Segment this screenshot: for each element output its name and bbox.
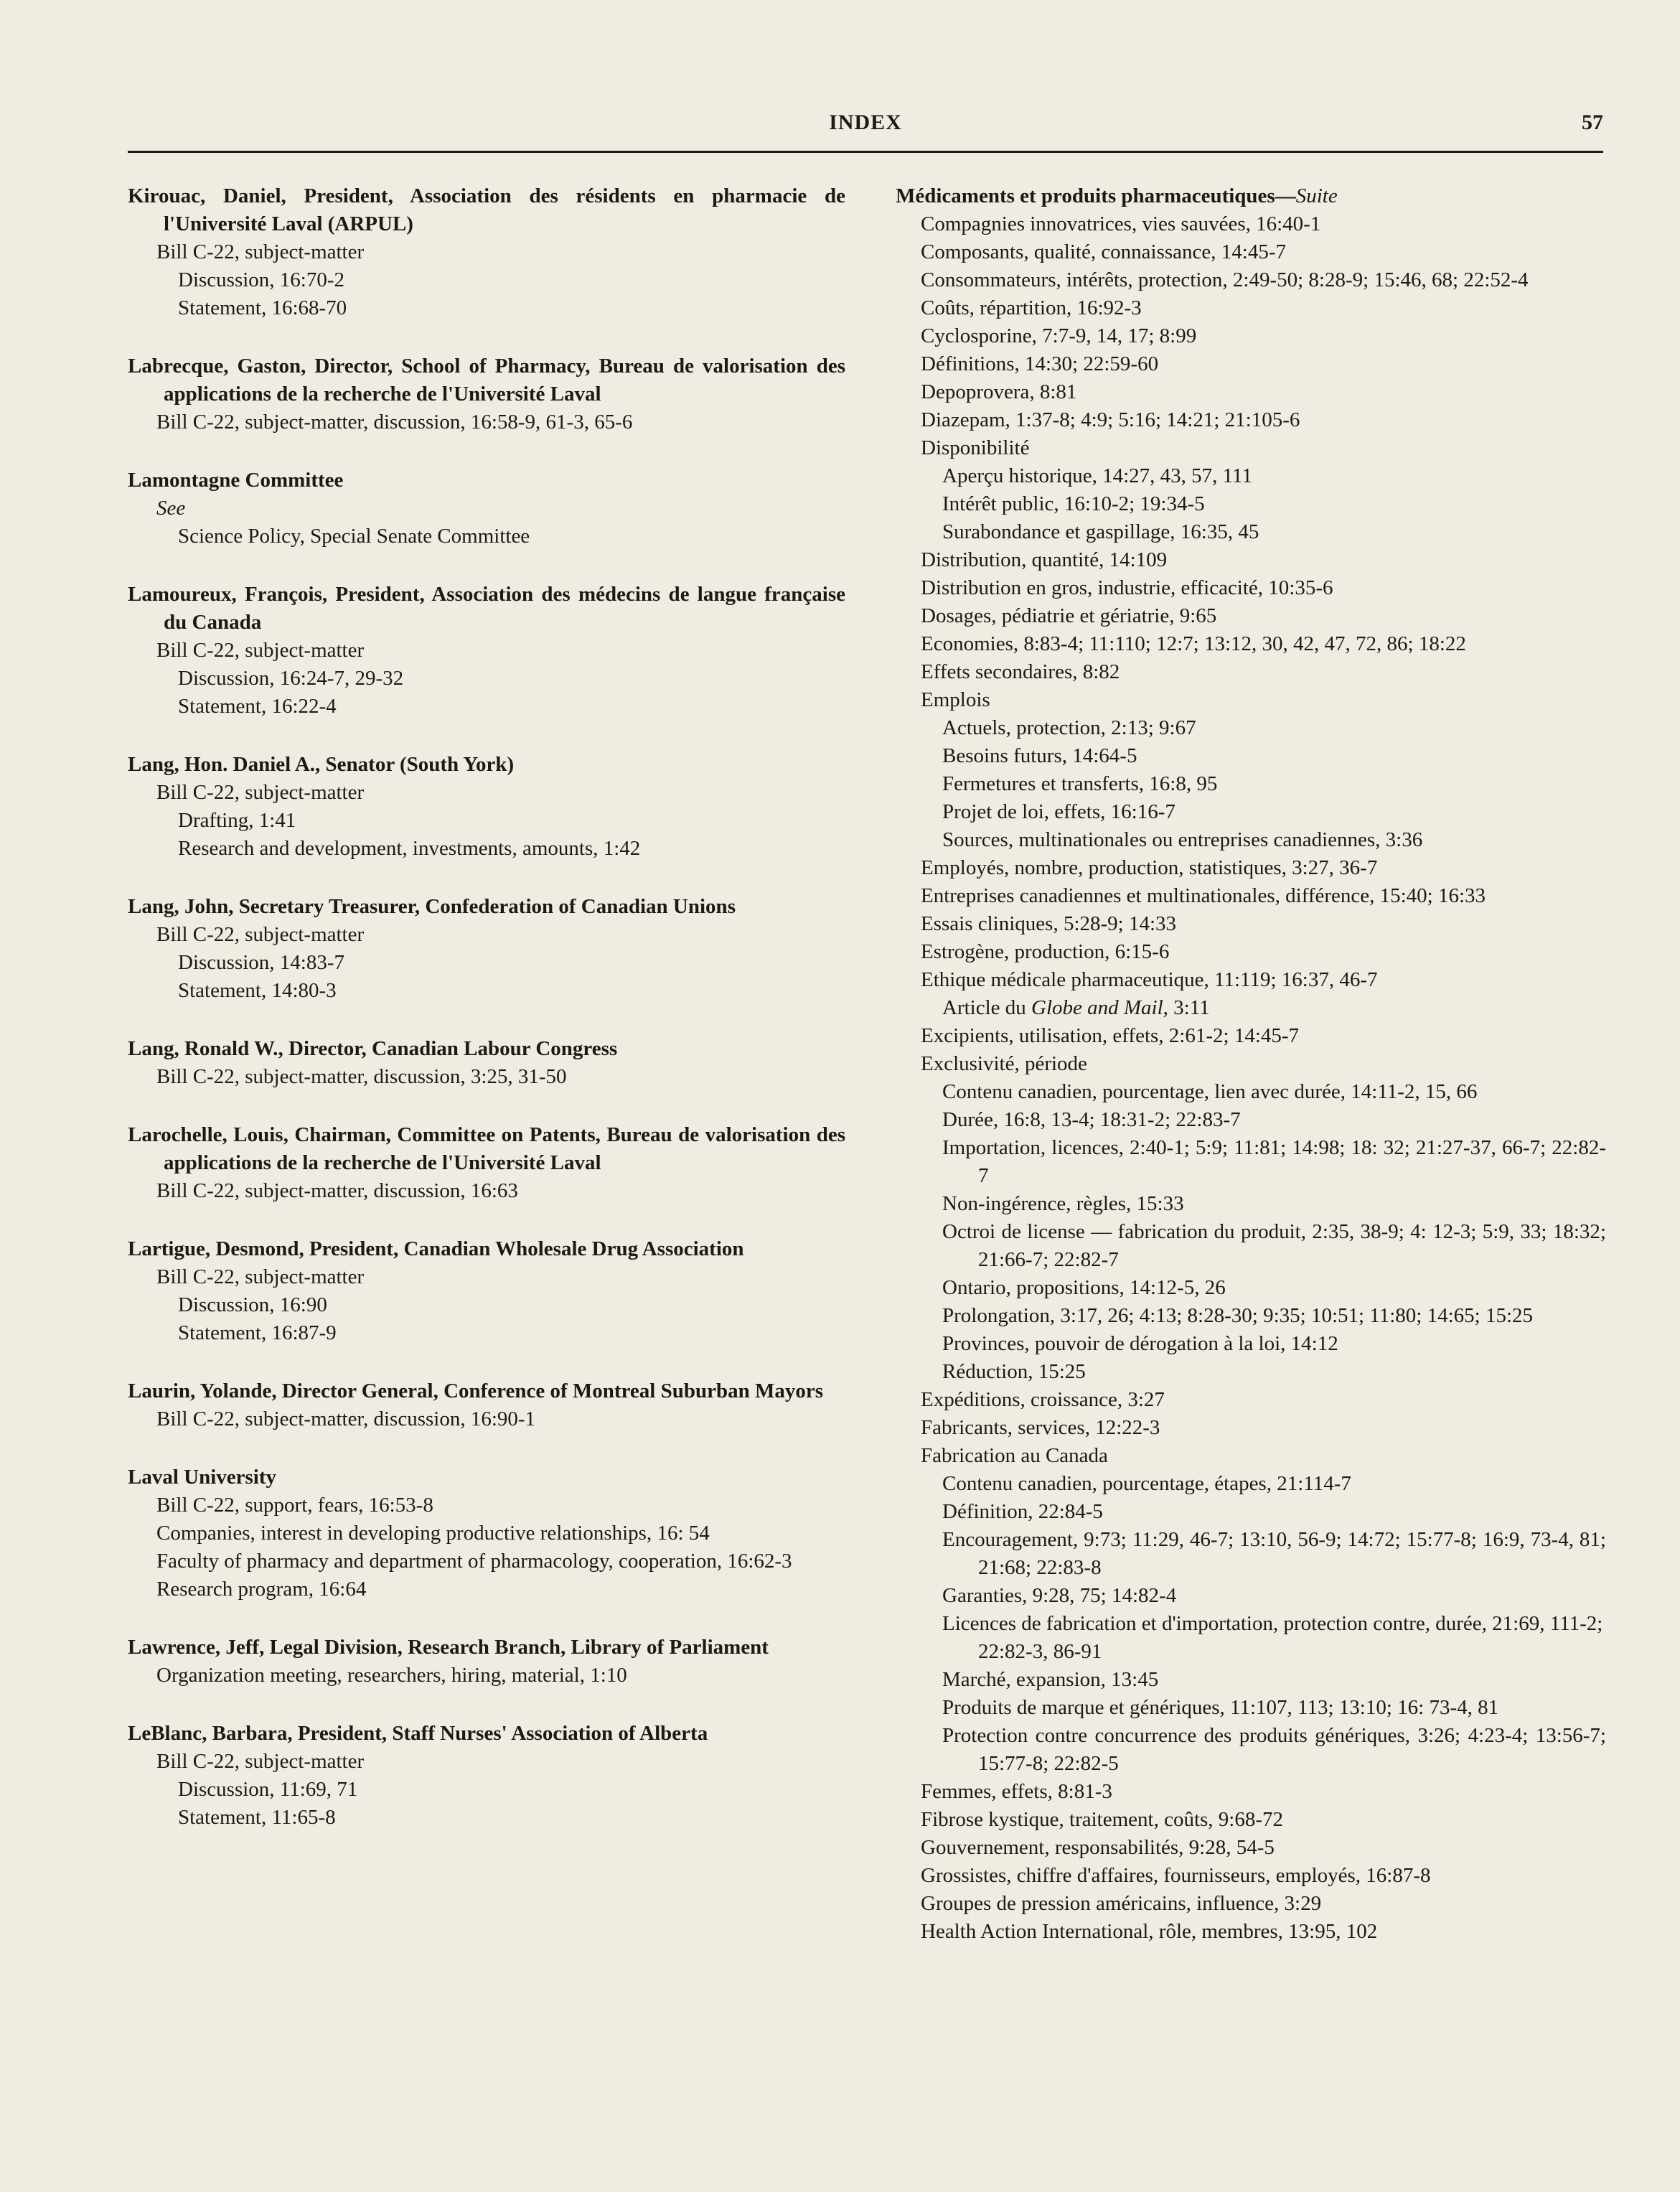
index-entry (896, 182, 1606, 1946)
index-entry (128, 1035, 845, 1091)
index-subentry: Non-ingérence, règles, 15:33 (942, 1192, 1184, 1215)
index-subentry: Essais cliniques, 5:28-9; 14:33 (921, 912, 1177, 935)
index-subentry: Provinces, pouvoir de dérogation à la loi, 14:12 (942, 1332, 1338, 1355)
index-subentry: Estrogène, production, 6:15-6 (921, 940, 1170, 963)
index-subentry: Research and development, investments, amounts, 1:42 (178, 837, 641, 860)
index-subentry: Coûts, répartition, 16:92-3 (921, 296, 1142, 319)
index-subentry: Marché, expansion, 13:45 (942, 1668, 1159, 1691)
index-subentry: Organization meeting, researchers, hiring, material, 1:10 (156, 1664, 627, 1687)
index-subentry: Disponibilité (921, 436, 1030, 459)
index-subentry: Excipients, utilisation, effets, 2:61-2; 14:45-7 (921, 1024, 1300, 1047)
index-subentry: Aperçu historique, 14:27, 43, 57, 111 (942, 464, 1252, 487)
index-subentry: Bill C-22, subject-matter, discussion, 16:63 (156, 1179, 518, 1202)
index-subentry: Bill C-22, subject-matter, discussion, 16:90-1 (156, 1408, 536, 1430)
index-entry-heading: Kirouac, Daniel, President, Association des résidents en pharmacie de l'Université Laval (ARPUL) (128, 184, 845, 235)
index-column-left (128, 182, 845, 1862)
index-subentry: Dosages, pédiatrie et gériatrie, 9:65 (921, 604, 1217, 627)
index-entry (128, 893, 845, 1005)
index-entry-heading: Lawrence, Jeff, Legal Division, Research Branch, Library of Parliament (128, 1636, 769, 1659)
index-subentry: Bill C-22, subject-matter (156, 923, 365, 946)
index-subentry: Research program, 16:64 (156, 1578, 367, 1601)
index-subentry: Bill C-22, subject-matter, discussion, 3:25, 31-50 (156, 1065, 567, 1088)
index-subentry: Surabondance et gaspillage, 16:35, 45 (942, 520, 1259, 543)
index-subentry: Définition, 22:84-5 (942, 1500, 1103, 1523)
index-subentry: Statement, 11:65-8 (178, 1806, 336, 1829)
index-subentry: Gouvernement, responsabilités, 9:28, 54-5 (921, 1836, 1275, 1859)
index-subentry: Science Policy, Special Senate Committee (178, 525, 530, 548)
index-subentry: Bill C-22, subject-matter (156, 781, 365, 804)
index-subentry: Faculty of pharmacy and department of pharmacology, cooperation, 16:62-3 (156, 1550, 792, 1573)
header-title: INDEX (829, 111, 902, 134)
page-header (128, 108, 1603, 153)
index-entry-heading: Larochelle, Louis, Chairman, Committee on Patents, Bureau de valorisation des applications de la recherche de l'Université Laval (128, 1123, 845, 1174)
index-subentry: Exclusivité, période (921, 1052, 1087, 1075)
index-subentry: See (156, 497, 186, 520)
index-subentry: Statement, 16:68-70 (178, 296, 347, 319)
index-subentry: Octroi de license — fabrication du produit, 2:35, 38-9; 4: 12-3; 5:9, 33; 18:32; 21:66-7; 22:82-7 (942, 1220, 1606, 1271)
index-subentry: Consommateurs, intérêts, protection, 2:49-50; 8:28-9; 15:46, 68; 22:52-4 (921, 268, 1529, 291)
index-subentry: Discussion, 16:70-2 (178, 268, 344, 291)
index-entry (128, 751, 845, 863)
index-subentry: Health Action International, rôle, membres, 13:95, 102 (921, 1920, 1378, 1943)
index-subentry: Prolongation, 3:17, 26; 4:13; 8:28-30; 9:35; 10:51; 11:80; 14:65; 15:25 (942, 1304, 1534, 1327)
index-subentry: Intérêt public, 16:10-2; 19:34-5 (942, 492, 1205, 515)
index-subentry: Bill C-22, subject-matter (156, 240, 365, 263)
index-subentry: Bill C-22, subject-matter (156, 1265, 365, 1288)
subentry-text: Article du (942, 996, 1032, 1019)
index-entry-heading: Lang, John, Secretary Treasurer, Confederation of Canadian Unions (128, 895, 736, 918)
index-entry-heading: LeBlanc, Barbara, President, Staff Nurses' Association of Alberta (128, 1722, 708, 1745)
index-entry (128, 581, 845, 721)
index-subentry: Companies, interest in developing productive relationships, 16: 54 (156, 1522, 710, 1545)
index-entry (128, 1720, 845, 1832)
index-entry-heading (896, 182, 1606, 210)
subentry-italic-text: Globe and Mail (1031, 996, 1163, 1019)
index-subentry: Discussion, 16:24-7, 29-32 (178, 667, 404, 690)
index-subentry: Discussion, 14:83-7 (178, 951, 344, 974)
index-subentry: Bill C-22, subject-matter, discussion, 16:58-9, 61-3, 65-6 (156, 411, 633, 434)
index-subentry: Fermetures et transferts, 16:8, 95 (942, 772, 1218, 795)
index-subentry: Produits de marque et génériques, 11:107, 113; 13:10; 16: 73-4, 81 (942, 1696, 1499, 1719)
index-subentry: Fabrication au Canada (921, 1444, 1108, 1467)
index-subentry: Emplois (921, 688, 990, 711)
index-subentry: Compagnies innovatrices, vies sauvées, 16:40-1 (921, 212, 1321, 235)
index-entry (128, 1121, 845, 1205)
index-subentry: Importation, licences, 2:40-1; 5:9; 11:81; 14:98; 18: 32; 21:27-37, 66-7; 22:82-7 (942, 1136, 1606, 1187)
index-subentry: Entreprises canadiennes et multinationales, différence, 15:40; 16:33 (921, 884, 1486, 907)
index-subentry: Grossistes, chiffre d'affaires, fournisseurs, employés, 16:87-8 (921, 1864, 1431, 1887)
index-entry-heading: Lartigue, Desmond, President, Canadian Wholesale Drug Association (128, 1237, 744, 1260)
index-subentry: Ethique médicale pharmaceutique, 11:119; 16:37, 46-7 (921, 968, 1378, 991)
index-subentry: Groupes de pression américains, influence, 3:29 (921, 1892, 1322, 1915)
index-subentry: Encouragement, 9:73; 11:29, 46-7; 13:10, 56-9; 14:72; 15:77-8; 16:9, 73-4, 81; 21:68; 22:83-8 (942, 1528, 1606, 1579)
index-entry-heading: Lang, Ronald W., Director, Canadian Labour Congress (128, 1037, 618, 1060)
index-subentry: Distribution, quantité, 14:109 (921, 548, 1168, 571)
index-subentry: Réduction, 15:25 (942, 1360, 1086, 1383)
index-entry (128, 1463, 845, 1603)
index-subentry: Bill C-22, subject-matter (156, 639, 365, 662)
index-subentry: Depoprovera, 8:81 (921, 380, 1077, 403)
index-subentry: Licences de fabrication et d'importation, protection contre, durée, 21:69, 111-2; 22:82-3, 86-91 (942, 1612, 1603, 1663)
index-subentry: Expéditions, croissance, 3:27 (921, 1388, 1165, 1411)
index-subentry: Garanties, 9:28, 75; 14:82-4 (942, 1584, 1177, 1607)
subentry-text-tail: , 3:11 (1163, 996, 1210, 1019)
index-entry (128, 467, 845, 551)
index-subentry: Besoins futurs, 14:64-5 (942, 744, 1137, 767)
index-subentry: Discussion, 11:69, 71 (178, 1778, 358, 1801)
index-entry (128, 1634, 845, 1690)
index-subentry: Fibrose kystique, traitement, coûts, 9:68-72 (921, 1808, 1284, 1831)
index-subentry: Bill C-22, subject-matter (156, 1750, 365, 1773)
index-entry-heading: Lamontagne Committee (128, 469, 344, 492)
index-entry (128, 182, 845, 322)
index-subentry: Employés, nombre, production, statistiques, 3:27, 36-7 (921, 856, 1378, 879)
index-subentry: Sources, multinationales ou entreprises canadiennes, 3:36 (942, 828, 1423, 851)
index-entry (128, 1377, 845, 1433)
index-subentry: Ontario, propositions, 14:12-5, 26 (942, 1276, 1226, 1299)
page-number: 57 (1582, 111, 1603, 134)
index-subentry: Femmes, effets, 8:81-3 (921, 1780, 1112, 1803)
index-subentry: Protection contre concurrence des produits génériques, 3:26; 4:23-4; 13:56-7; 15:77-8; 22:82-5 (942, 1724, 1606, 1775)
index-subentry (896, 994, 1606, 1022)
index-subentry: Cyclosporine, 7:7-9, 14, 17; 8:99 (921, 324, 1197, 347)
index-subentry: Statement, 16:87-9 (178, 1321, 337, 1344)
index-subentry: Définitions, 14:30; 22:59-60 (921, 352, 1159, 375)
index-subentry: Diazepam, 1:37-8; 4:9; 5:16; 14:21; 21:105-6 (921, 408, 1300, 431)
heading-suite: Suite (1295, 184, 1338, 207)
index-subentry: Economies, 8:83-4; 11:110; 12:7; 13:12, 30, 42, 47, 72, 86; 18:22 (921, 632, 1466, 655)
index-subentry: Contenu canadien, pourcentage, étapes, 21:114-7 (942, 1472, 1351, 1495)
index-subentry: Distribution en gros, industrie, efficacité, 10:35-6 (921, 576, 1333, 599)
index-subentry: Contenu canadien, pourcentage, lien avec durée, 14:11-2, 15, 66 (942, 1080, 1478, 1103)
heading-text: Médicaments et produits pharmaceutiques— (896, 184, 1296, 207)
index-column-right (896, 182, 1606, 1946)
index-subentry: Fabricants, services, 12:22-3 (921, 1416, 1160, 1439)
index-subentry: Durée, 16:8, 13-4; 18:31-2; 22:83-7 (942, 1108, 1241, 1131)
index-entry-heading: Lamoureux, François, President, Association des médecins de langue française du Canada (128, 583, 845, 634)
index-subentry: Actuels, protection, 2:13; 9:67 (942, 716, 1196, 739)
index-entry (128, 352, 845, 436)
index-entry-heading: Laurin, Yolande, Director General, Conference of Montreal Suburban Mayors (128, 1380, 824, 1402)
index-entry-heading: Labrecque, Gaston, Director, School of Pharmacy, Bureau de valorisation des applications de la recherche de l'Université Laval (128, 355, 845, 406)
index-subentry: Statement, 16:22-4 (178, 695, 337, 718)
index-subentry: Projet de loi, effets, 16:16-7 (942, 800, 1175, 823)
index-entry-heading: Laval University (128, 1466, 277, 1489)
index-subentry: Bill C-22, support, fears, 16:53-8 (156, 1494, 433, 1517)
index-subentry: Statement, 14:80-3 (178, 979, 337, 1002)
index-entry (128, 1235, 845, 1347)
index-subentry: Composants, qualité, connaissance, 14:45-7 (921, 240, 1287, 263)
index-entry-heading: Lang, Hon. Daniel A., Senator (South York) (128, 753, 515, 776)
index-subentry: Discussion, 16:90 (178, 1293, 327, 1316)
index-subentry: Effets secondaires, 8:82 (921, 660, 1120, 683)
index-subentry: Drafting, 1:41 (178, 809, 296, 832)
